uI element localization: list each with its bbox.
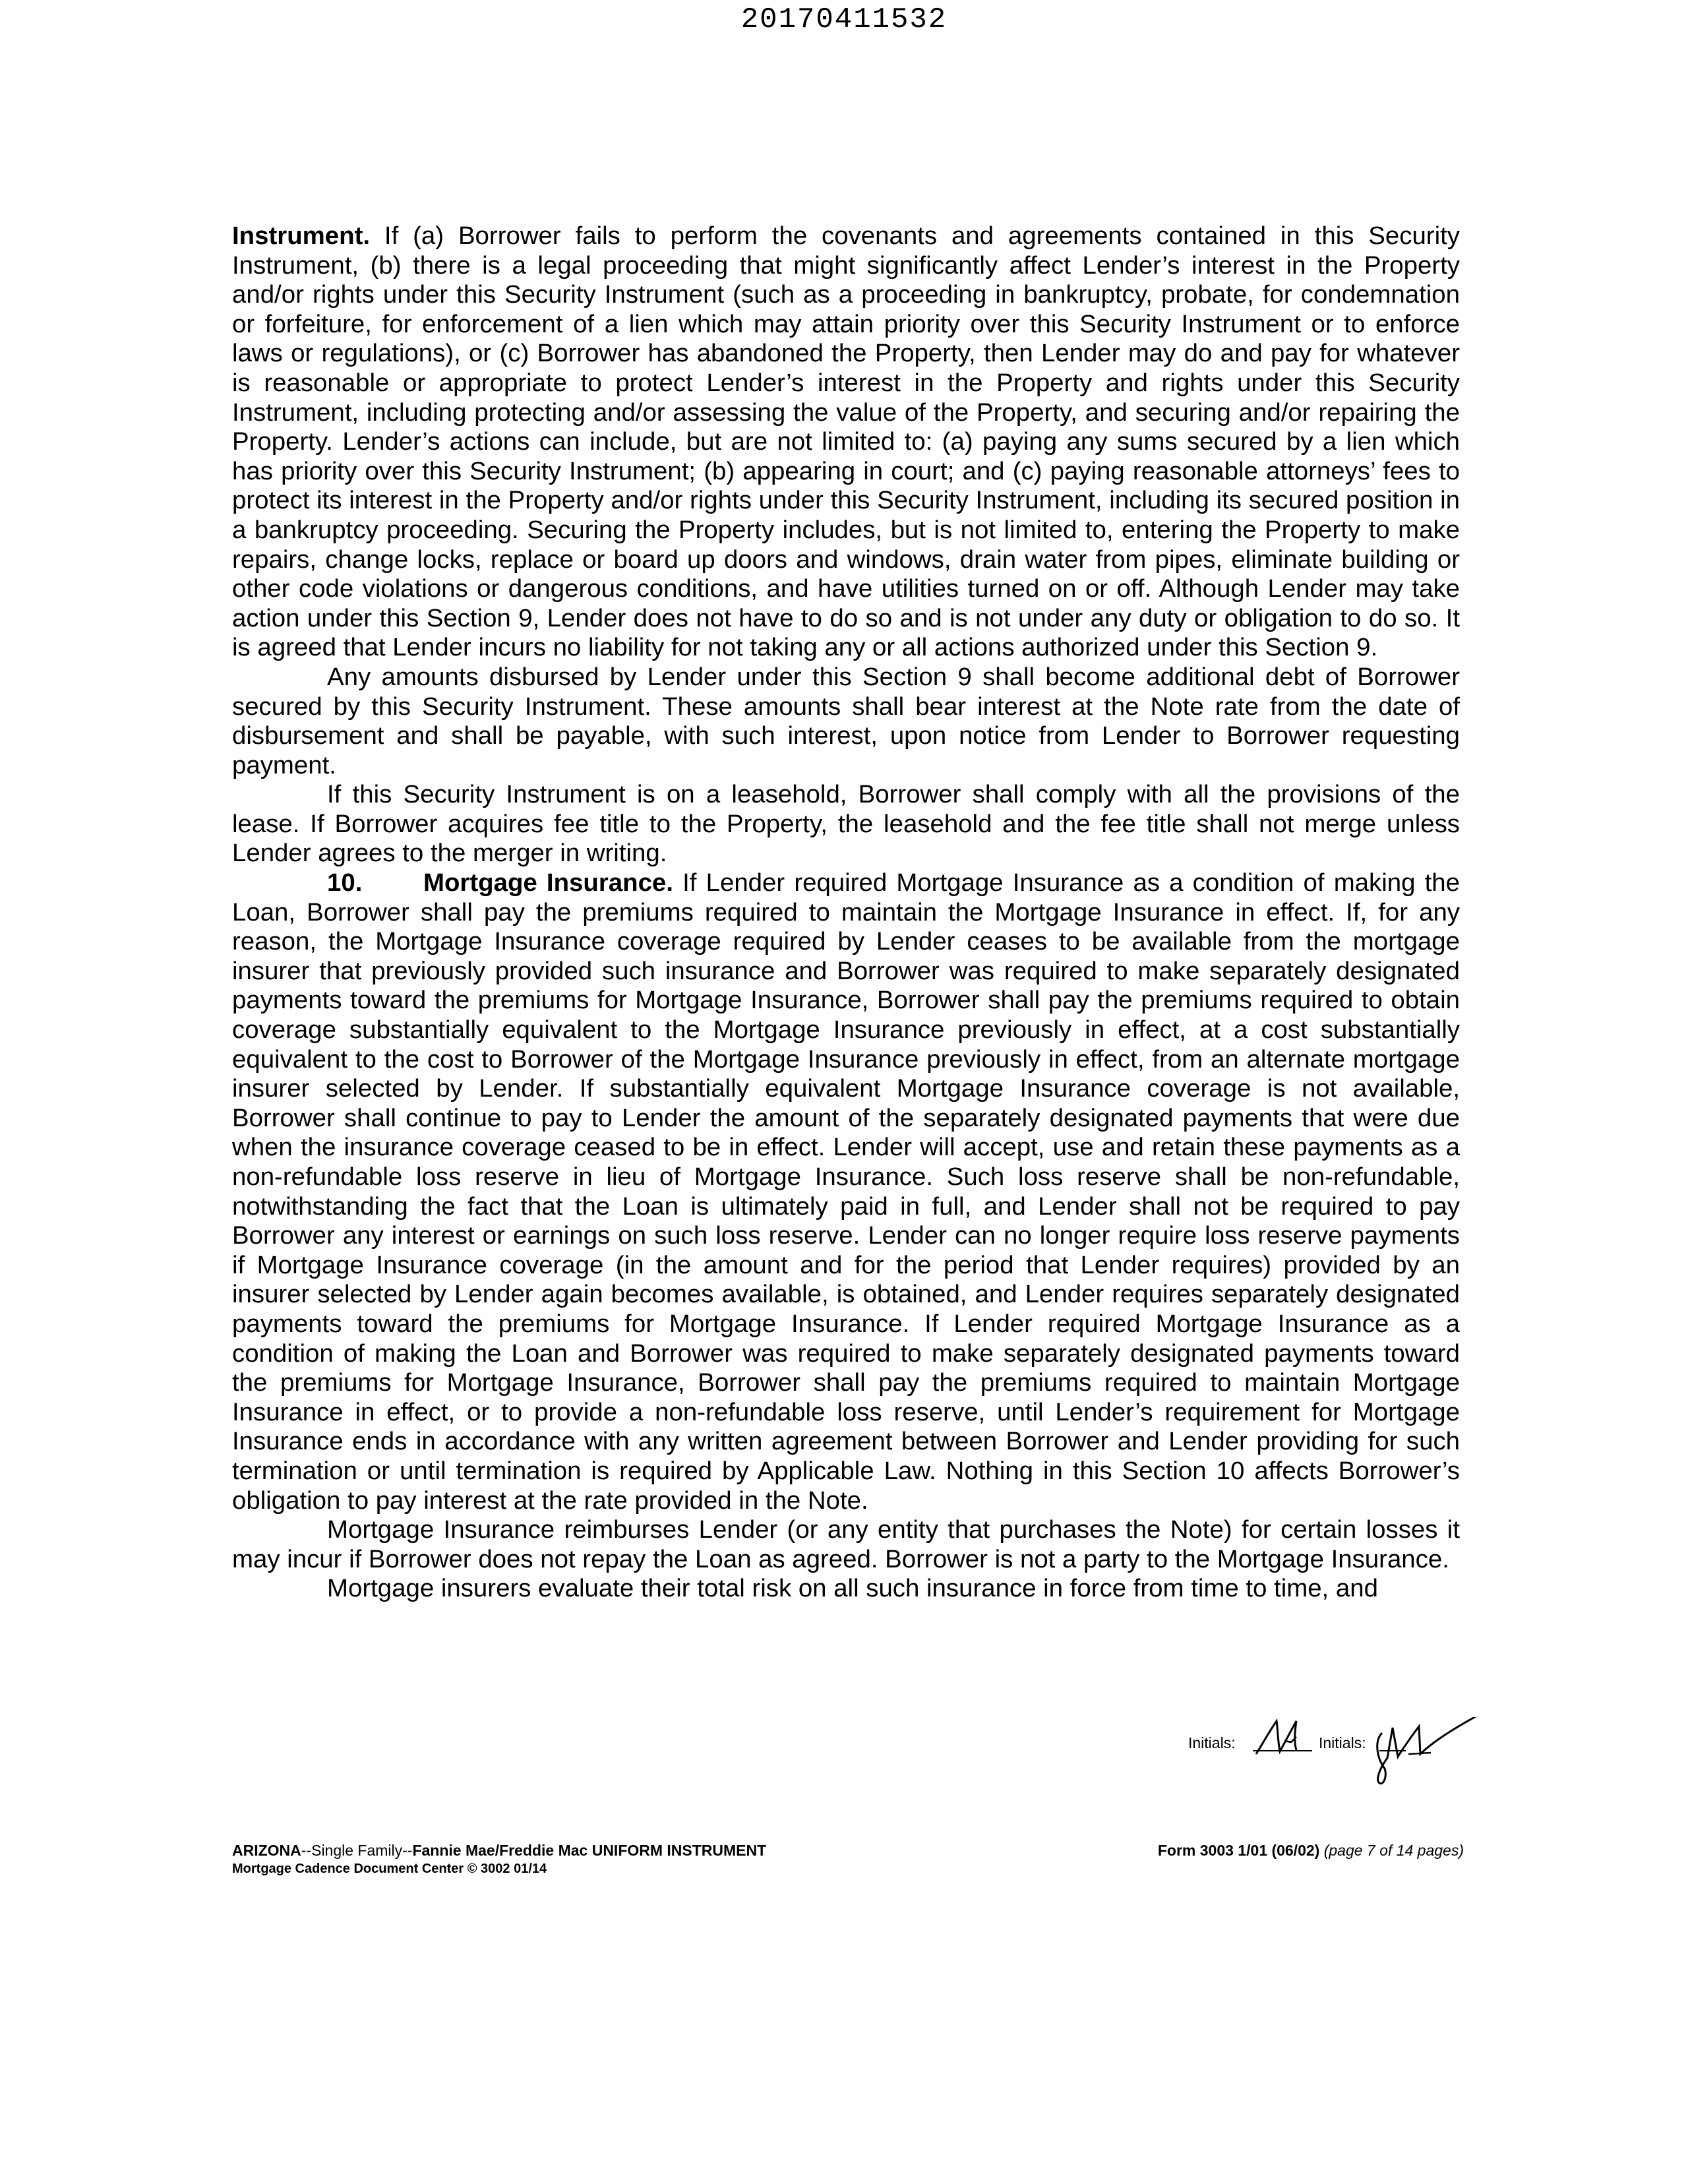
footer-form: Form 3003 1/01 (06/02): [1157, 1842, 1320, 1859]
section-9-text: If (a) Borrower fails to perform the covenants and agreements contained in this Security Instrument, (b) there is a legal proceeding that might significantly affect Lender’s interest in the Property and/or rights under this Security Instrument (such as a proceeding in bankruptcy, probate, for condemnation or forfeiture, for enforcement of a lien which may attain priority over this Security Instrument or to enforce laws or regulations), or (c) Borrower has abandoned the Property, then Lender may do and pay for whatever is reasonable or appropriate to protect Lender’s interest in the Property and rights under this Security Instrument, including protecting and/or assessing the value of the Property, and securing and/or repairing the Property. Lender’s actions can include, but are not limited to: (a) paying any sums secured by a lien which has priority over this Security Instrument; (b) appearing in court; and (c) paying reasonable attorneys’ fees to protect its interest in the Property and/or rights under this Security Instrument, including its secured position in a bankruptcy proceeding. Securing the Property includes, but is not limited to, entering the Property to make repairs, change locks, replace or board up doors and windows, drain water from pipes, eliminate building or other code violations or dangerous conditions, and have utilities turned on or off. Although Lender may take action under this Section 9, Lender does not have to do so and is not under any duty or obligation to do so. It is agreed that Lender incurs no liability for not taking any or all actions authorized under this Section 9.: [232, 222, 1460, 662]
reimbursement-paragraph: Mortgage Insurance reimburses Lender (or any entity that purchases the Note) for certain losses it may incur if Borrower does not repay the Loan as agreed. Borrower is not a party to the Mortgage Insurance.: [232, 1515, 1460, 1573]
section-10-title: Mortgage Insurance.: [423, 868, 673, 897]
initials-area: [1121, 1717, 1490, 1790]
footer-instrument: Fannie Mae/Freddie Mac UNIFORM INSTRUMENT: [412, 1842, 767, 1859]
footer-state: ARIZONA: [232, 1842, 301, 1859]
footer-page-count: (page 7 of 14 pages): [1323, 1842, 1464, 1859]
section-10-paragraph: [232, 868, 1460, 1515]
section-9-paragraph: [232, 222, 1460, 663]
footer-line-1: [232, 1841, 957, 1860]
section-9-lead: Instrument.: [232, 222, 371, 250]
footer-doc-center: Mortgage Cadence Document Center © 3002 01/14: [232, 1862, 547, 1876]
section-10-text: If Lender required Mortgage Insurance as a condition of making the Loan, Borrower shall pay the premiums required to maintain the Mortgage Insurance in effect. If, for any reason, the Mortgage Insurance coverage required by Lender ceases to be available from the mortgage insurer that previously provided such insurance and Borrower was required to make separately designated payments toward the premiums for Mortgage Insurance, Borrower shall pay the premiums required to obtain coverage substantially equivalent to the Mortgage Insurance previously in effect, at a cost substantially equivalent to the cost to Borrower of the Mortgage Insurance previously in effect, from an alternate mortgage insurer selected by Lender. If substantially equivalent Mortgage Insurance coverage is not available, Borrower shall continue to pay to Lender the amount of the separately designated payments that were due when the insurance coverage ceased to be in effect. Lender will accept, use and retain these payments as a non-refundable loss reserve in lieu of Mortgage Insurance. Such loss reserve shall be non-refundable, notwithstanding the fact that the Loan is ultimately paid in full, and Lender shall not be required to pay Borrower any interest or earnings on such loss reserve. Lender can no longer require loss reserve payments if Mortgage Insurance coverage (in the amount and for the period that Lender requires) provided by an insurer selected by Lender again becomes available, is obtained, and Lender requires separately designated payments toward the premiums for Mortgage Insurance. If Lender required Mortgage Insurance as a condition of making the Loan and Borrower was required to make separately designated payments toward the premiums for Mortgage Insurance, Borrower shall pay the premiums required to maintain Mortgage Insurance in effect, or to provide a non-refundable loss reserve, until Lender’s requirement for Mortgage Insurance ends in accordance with any written agreement between Borrower and Lender providing for such termination or until termination is required by Applicable Law. Nothing in this Section 10 affects Borrower’s obligation to pay interest at the rate provided in the Note.: [232, 868, 1460, 1515]
handwritten-initials: [1121, 1717, 1490, 1790]
disbursed-amounts-paragraph: Any amounts disbursed by Lender under this Section 9 shall become additional debt of Borrower secured by this Security Instrument. These amounts shall bear interest at the Note rate from the date of disbursement and shall be payable, with such interest, upon notice from Lender to Borrower requesting payment.: [232, 662, 1460, 779]
document-body: [232, 222, 1460, 1604]
initials-label-1: Initials:: [1188, 1734, 1236, 1751]
section-10-number: 10.: [327, 868, 363, 897]
recording-number: 20170411532: [740, 3, 948, 36]
leasehold-paragraph: If this Security Instrument is on a leasehold, Borrower shall comply with all the provisions of the lease. If Borrower acquires fee title to the Property, the leasehold and the fee title shall not merge unless Lender agrees to the merger in writing.: [232, 780, 1460, 868]
footer-form-number: [1081, 1841, 1464, 1860]
footer-type: --Single Family--: [301, 1842, 413, 1859]
insurer-risk-paragraph: Mortgage insurers evaluate their total risk on all such insurance in force from time to time, and: [327, 1574, 1378, 1603]
footer-form-title: [232, 1841, 957, 1878]
initials-label-2: Initials:: [1319, 1734, 1366, 1751]
